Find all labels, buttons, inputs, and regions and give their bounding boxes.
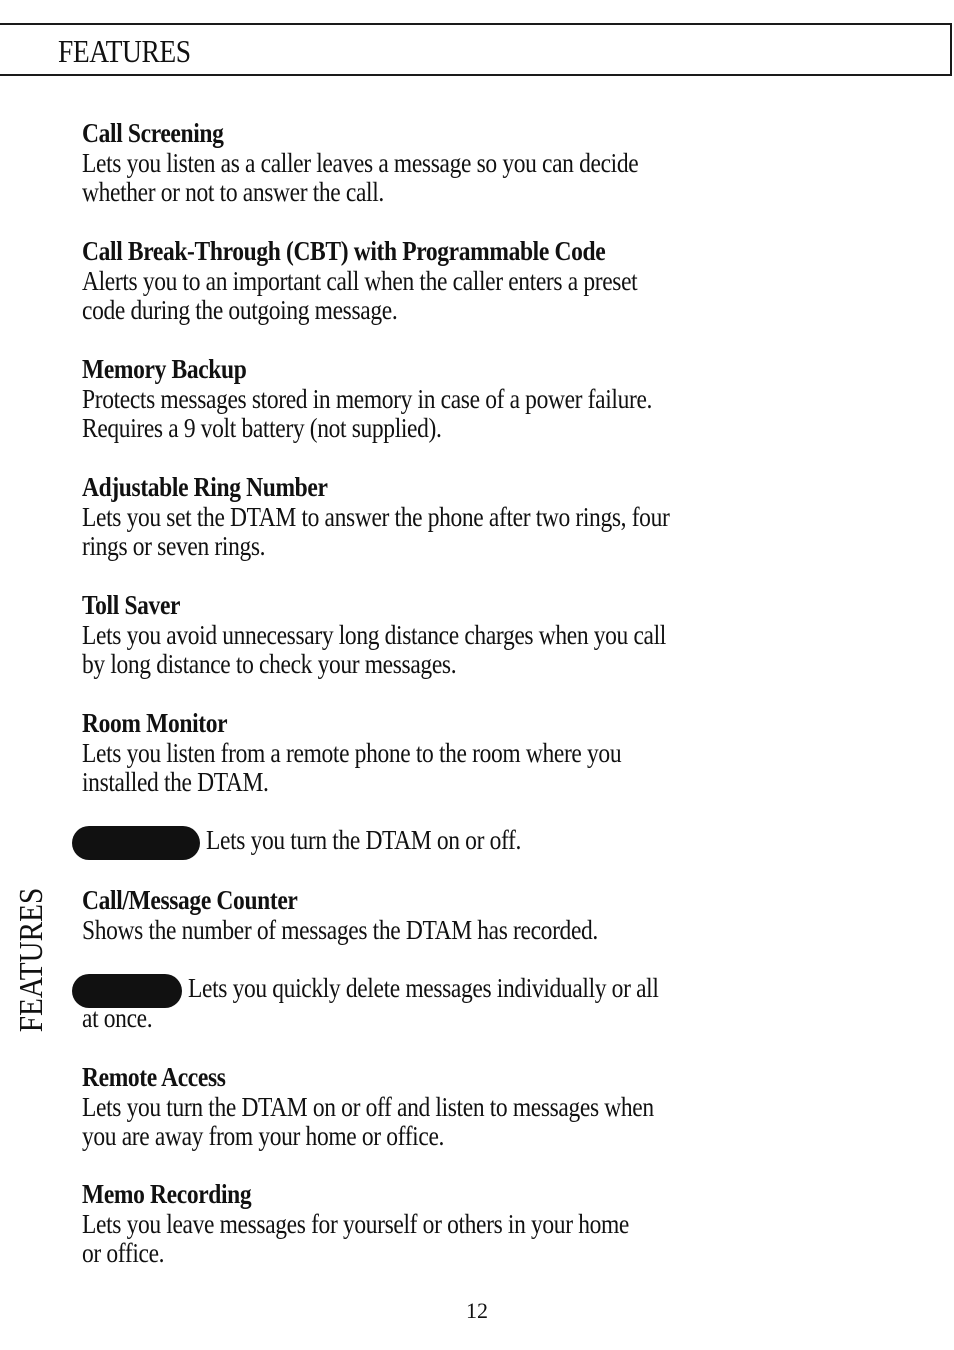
feature-title: Remote Access	[82, 1062, 226, 1092]
feature-call-message-counter	[82, 886, 902, 945]
feature-description-line: Lets you turn the DTAM on or off and listen to messages when	[82, 1091, 654, 1122]
feature-title: Call Break-Through (CBT) with Programmable Code	[82, 236, 606, 266]
feature-title: Room Monitor	[82, 708, 228, 738]
feature-description-line: Alerts you to an important call when the caller enters a preset	[82, 265, 638, 296]
feature-description-line: Lets you avoid unnecessary long distance charges when you call	[82, 619, 666, 650]
feature-description-line: at once.	[82, 1003, 153, 1033]
feature-description-line: or office.	[82, 1238, 165, 1268]
feature-toll-saver	[82, 591, 902, 680]
feature-title: Memo Recording	[82, 1179, 252, 1209]
feature-room-monitor	[82, 709, 902, 798]
feature-description-line: Lets you listen as a caller leaves a message so you can decide	[82, 147, 639, 178]
feature-delete	[72, 973, 659, 1033]
feature-adjustable-ring-number	[82, 473, 902, 562]
feature-description-line: Lets you turn the DTAM on or off.	[206, 825, 522, 855]
feature-title: Call/Message Counter	[82, 885, 298, 915]
feature-description-line: Lets you leave messages for yourself or others in your home	[82, 1208, 629, 1239]
feature-description-line: installed the DTAM.	[82, 767, 269, 797]
feature-remote-access	[82, 1063, 902, 1152]
side-tab	[12, 887, 52, 1033]
feature-title: Call Screening	[82, 118, 224, 148]
feature-description-line: by long distance to check your messages.	[82, 649, 457, 679]
feature-description-line: whether or not to answer the call.	[82, 177, 384, 207]
page-title: FEATURES	[58, 33, 191, 69]
feature-description-line: Shows the number of messages the DTAM has recorded.	[82, 914, 598, 945]
feature-call-screening	[82, 119, 902, 208]
feature-title: Adjustable Ring Number	[82, 472, 328, 502]
side-tab-label: FEATURES	[13, 887, 50, 1033]
redacted-title-bar	[72, 826, 200, 860]
feature-description-line: Protects messages stored in memory in case of a power failure.	[82, 383, 653, 414]
feature-description-line: you are away from your home or office.	[82, 1121, 445, 1151]
feature-call-break-through	[82, 237, 902, 326]
page-number: 12	[466, 1298, 488, 1323]
feature-description-line: Lets you quickly delete messages individually or all	[188, 973, 659, 1003]
feature-memo-recording	[82, 1180, 902, 1269]
feature-title: Toll Saver	[82, 590, 181, 620]
feature-description-line: rings or seven rings.	[82, 531, 266, 561]
feature-title: Memory Backup	[82, 354, 247, 384]
feature-description-line: Lets you listen from a remote phone to the room where you	[82, 737, 622, 768]
feature-description-line: Lets you set the DTAM to answer the phone after two rings, four	[82, 501, 670, 532]
feature-description-line: Requires a 9 volt battery (not supplied).	[82, 413, 442, 443]
feature-memory-backup	[82, 355, 902, 444]
feature-on-off	[72, 825, 522, 860]
feature-description-line: code during the outgoing message.	[82, 295, 398, 325]
